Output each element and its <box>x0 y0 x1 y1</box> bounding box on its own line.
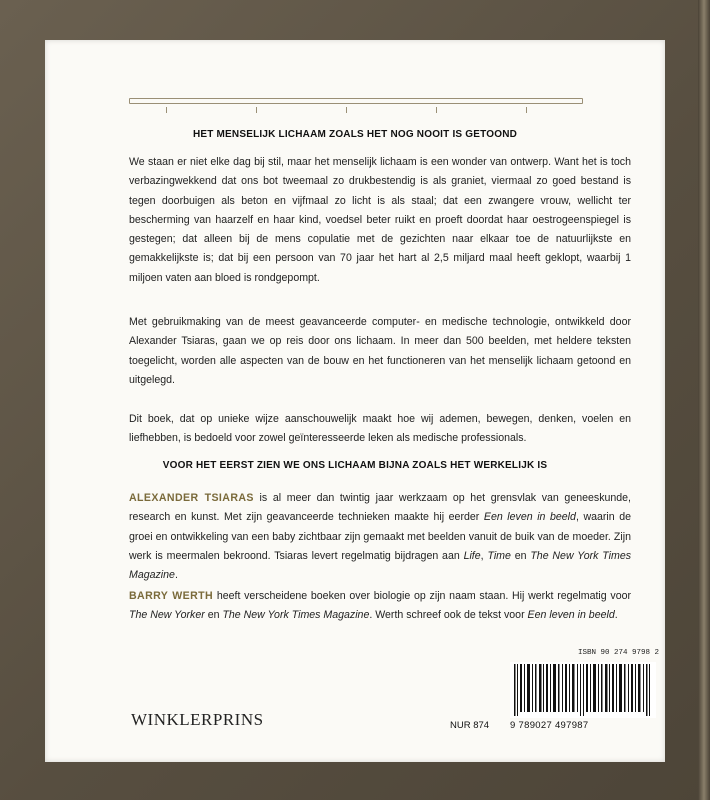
audience-paragraph: Dit boek, dat op unieke wijze aanschouwelijk maakt hoe wij ademen, bewegen, denken, voelen en liefhebben, is bedoeld voor zowel geïnteresseerde leken als medische professionals. <box>129 413 631 445</box>
ruler-tick <box>526 107 527 113</box>
barcode <box>510 662 656 718</box>
technology-paragraph: Met gebruikmaking van de meest geavanceerde computer- en medische technologie, ontwikkeld door Alexander Tsiaras, gaan we op reis door ons lichaam. In meer dan 500 beelden, met heldere teksten toegelicht, worden alle aspecten van de bouw en het functioneren van het menselijk lichaam getoond en uitgelegd. <box>129 316 631 386</box>
bio-text: , <box>480 549 488 562</box>
isbn-label: ISBN 90 274 9798 2 <box>577 649 659 657</box>
bio-text: , waarin de groei en ontwikkeling van een baby zichtbaar zijn gemaakt met beelden vanuit de buik van de moeder. Zijn werk is meermalen bekroond. Tsiaras levert regelmatig bijdragen aan <box>129 511 632 562</box>
magazine-title: The New York Times Magazine <box>129 549 632 582</box>
bio-text: . Werth schreef ook de tekst voor <box>369 609 528 622</box>
ruler-tick <box>256 107 257 113</box>
author-name-werth: BARRY WERTH <box>129 590 214 602</box>
barcode-digits: 9 789027 497987 <box>510 720 589 731</box>
author-name-tsiaras: ALEXANDER TSIARAS <box>129 492 254 504</box>
bio-text: . <box>614 609 618 622</box>
ruler-tick <box>346 107 347 113</box>
author-bio-tsiaras <box>129 489 631 585</box>
nur-code: NUR 874 <box>450 720 490 731</box>
ruler-tick <box>436 107 437 113</box>
bio-text: heeft verscheidene boeken over biologie op zijn naam staan. Hij werkt regelmatig voor <box>213 590 632 602</box>
back-cover-page <box>45 40 665 762</box>
ruler-tick <box>166 107 167 113</box>
spine-edge <box>698 0 710 800</box>
magazine-title: Life <box>463 549 481 562</box>
magazine-title: The New Yorker <box>129 609 205 622</box>
magazine-title: Time <box>487 549 511 562</box>
bio-text: en <box>510 549 531 562</box>
barcode-bars-icon <box>512 664 654 716</box>
bio-text: is al meer dan twintig jaar werkzaam op het grensvlak van geneeskunde, research en kunst. Met zijn geavanceerde technieken maakte hij eerder <box>129 492 631 524</box>
heading-top: HET MENSELIJK LICHAAM ZOALS HET NOG NOOIT IS GETOOND <box>192 129 518 140</box>
publisher-logo: WINKLERPRINS <box>131 710 264 729</box>
bio-text: en <box>204 609 223 622</box>
intro-paragraph: We staan er niet elke dag bij stil, maar het menselijk lichaam is een wonder van ontwerp. Want het is toch verbazingwekkend dat ons bot tweemaal zo drukbestendig is als graniet, viermaal zo goed bestand is tegen doorbuigen als beton en vijfmaal zo licht is als staal; dat een zwangere vrouw, wellicht ter bescherming van haarzelf en haar kind, voedsel beter ruikt en proeft doordat haar oestrogeenspiegel is gestegen; dat alleen bij de mens copulatie met de gezichten naar elkaar toe de natuurlijkste en gemakkelijkste is; dat bij een persoon van 70 jaar het hart al 2,5 miljard maal heeft geklopt, waarbij 1 miljoen vaten aan bloed is rondgepompt. <box>129 156 631 284</box>
book-title: Een leven in beeld <box>483 511 576 524</box>
bio-text: . <box>174 569 178 582</box>
book-title: Een leven in beeld <box>527 609 615 622</box>
author-bio-werth <box>129 587 631 626</box>
decorative-ruler <box>129 98 583 104</box>
heading-middle: VOOR HET EERST ZIEN WE ONS LICHAAM BIJNA ZOALS HET WERKELIJK IS <box>162 460 548 471</box>
magazine-title: The New York Times Magazine <box>222 609 370 622</box>
